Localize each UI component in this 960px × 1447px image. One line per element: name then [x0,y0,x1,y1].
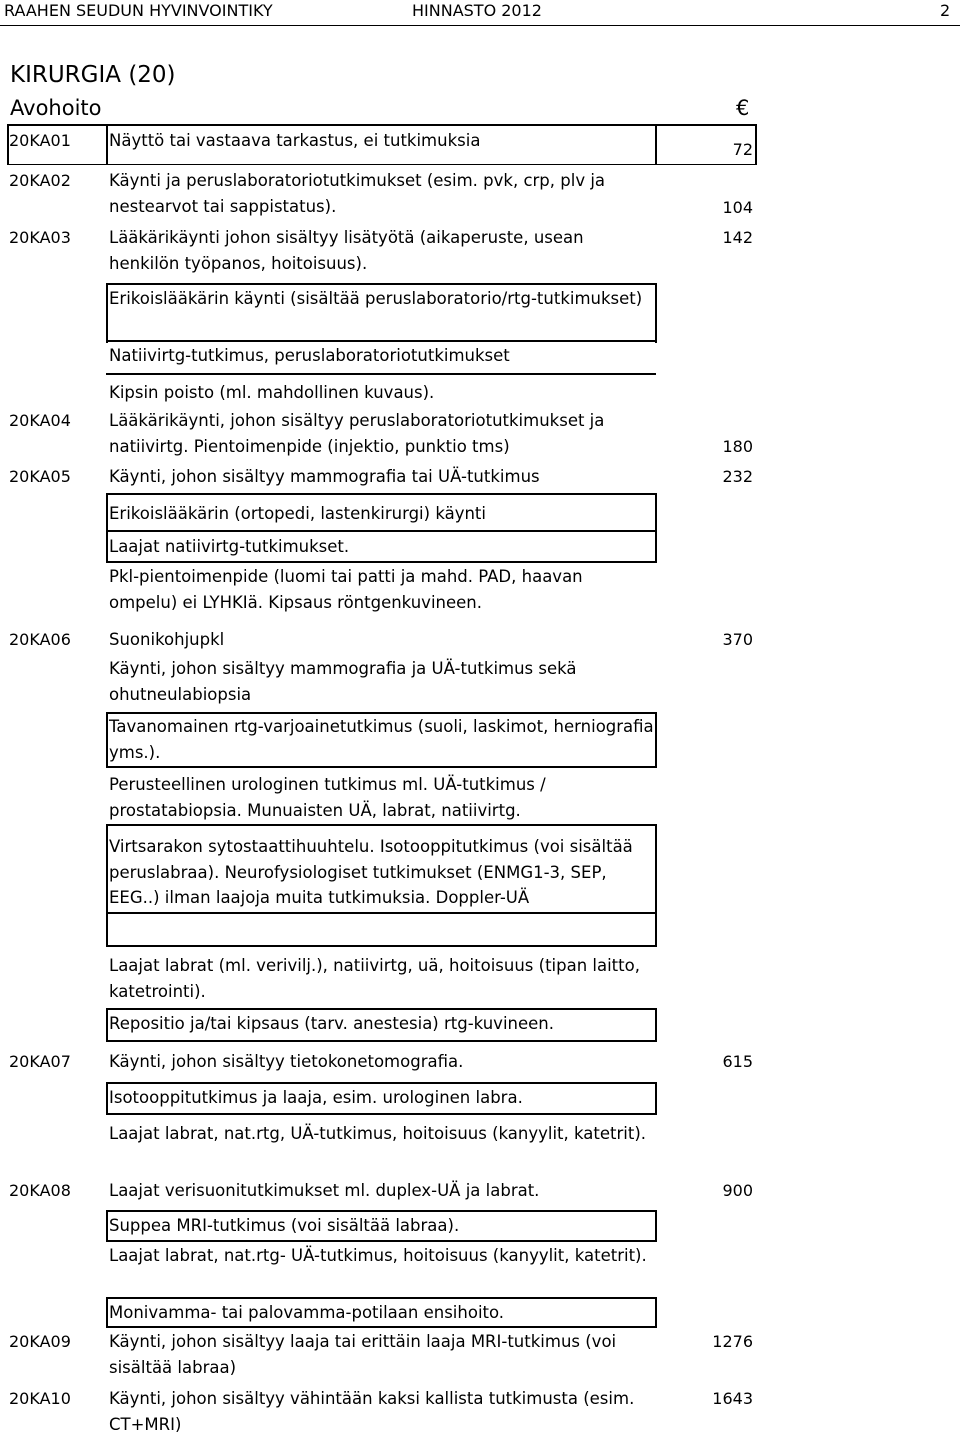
service-description: Kipsin poisto (ml. mahdollinen kuvaus). [109,383,435,402]
code-20ka08: 20KA08 [9,1181,71,1200]
service-description: Perusteellinen urologinen tutkimus ml. UÄ-tutkimus / prostatabiopsia. Munuaisten UÄ, labrat, natiivirtg. [109,775,546,820]
price-20ka05: 232 [722,467,753,486]
subsection-title: Avohoito [10,96,102,120]
code-20ka05: 20KA05 [9,467,71,486]
service-description: Käynti ja peruslaboratoriotutkimukset (esim. pvk, crp, plv ja nestearvot tai sappistatus). [109,171,606,216]
service-description: Lääkärikäynti johon sisältyy lisätyötä (aikaperuste, usean henkilön työpanos, hoitoisuus). [109,228,584,273]
document-title: HINNASTO 2012 [412,1,542,20]
service-description: Laajat natiivirtg-tutkimukset. [109,537,350,556]
code-20ka06: 20KA06 [9,630,71,649]
code-20ka09: 20KA09 [9,1332,71,1351]
service-description: Repositio ja/tai kipsaus (tarv. anestesia) rtg-kuvineen. [109,1014,554,1033]
price-20ka03: 142 [722,228,753,247]
service-description: Laajat verisuonitutkimukset ml. duplex-UÄ ja labrat. [109,1181,540,1200]
service-description: Laajat labrat, nat.rtg- UÄ-tutkimus, hoitoisuus (kanyylit, katetrit). [109,1246,647,1265]
service-description: Käynti, johon sisältyy tietokonetomografia. [109,1052,464,1071]
service-description: Suppea MRI-tutkimus (voi sisältää labraa). [109,1216,460,1235]
page-number: 2 [940,1,951,20]
code-20ka07: 20KA07 [9,1052,71,1071]
service-description: Pkl-pientoimenpide (luomi tai patti ja mahd. PAD, haavan ompelu) ei LYHKIä. Kipsaus röntgenkuvineen. [109,567,583,612]
organization-name: RAAHEN SEUDUN HYVINVOINTIKY [4,1,273,20]
code-20ka02: 20KA02 [9,171,71,190]
service-description: Erikoislääkärin käynti (sisältää peruslaboratorio/rtg-tutkimukset) [109,289,643,308]
price-20ka07: 615 [722,1052,753,1071]
service-description: Käynti, johon sisältyy vähintään kaksi kallista tutkimusta (esim. CT+MRI) [109,1389,635,1434]
code-20ka03: 20KA03 [9,228,71,247]
code-20ka01: 20KA01 [9,131,71,150]
price-20ka06: 370 [722,630,753,649]
service-description: Lääkärikäynti, johon sisältyy peruslaboratoriotutkimukset ja natiivirtg. Pientoimenpide (injektio, punktio tms) [109,411,605,456]
service-description: Monivamma- tai palovamma-potilaan ensihoito. [109,1303,505,1322]
page-header [0,0,960,22]
service-description: Laajat labrat, nat.rtg, UÄ-tutkimus, hoitoisuus (kanyylit, katetrit). [109,1124,647,1143]
currency-symbol: € [736,96,750,120]
price-20ka10: 1643 [712,1389,753,1408]
code-20ka10: 20KA10 [9,1389,71,1408]
service-description: Suonikohjupkl [109,630,225,649]
price-20ka01: 72 [732,140,753,159]
header-rule [0,25,960,26]
section-title: KIRURGIA (20) [10,62,176,88]
service-description: Näyttö tai vastaava tarkastus, ei tutkimuksia [109,131,481,150]
code-20ka04: 20KA04 [9,411,71,430]
service-description: Virtsarakon sytostaattihuuhtelu. Isotooppitutkimus (voi sisältää peruslabraa). Neurofysiologiset tutkimukset (ENMG1-3, SEP, EEG..) ilman laajoja muita tutkimuksia. Doppler-UÄ [109,837,633,907]
service-description: Laajat labrat (ml. verivilj.), natiivirtg, uä, hoitoisuus (tipan laitto, katetrointi). [109,956,640,1001]
price-20ka04: 180 [722,437,753,456]
price-20ka08: 900 [722,1181,753,1200]
service-description: Käynti, johon sisältyy mammografia ja UÄ-tutkimus sekä ohutneulabiopsia [109,659,577,704]
price-20ka09: 1276 [712,1332,753,1351]
price-20ka02: 104 [722,198,753,217]
service-description: Natiivirtg-tutkimus, peruslaboratoriotutkimukset [109,346,510,365]
service-description: Isotooppitutkimus ja laaja, esim. urologinen labra. [109,1088,523,1107]
service-description: Tavanomainen rtg-varjoainetutkimus (suoli, laskimot, herniografia yms.). [109,717,654,762]
service-description: Käynti, johon sisältyy mammografia tai UÄ-tutkimus [109,467,540,486]
service-description: Erikoislääkärin (ortopedi, lastenkirurgi) käynti [109,504,486,523]
service-description: Käynti, johon sisältyy laaja tai erittäin laaja MRI-tutkimus (voi sisältää labraa) [109,1332,617,1377]
